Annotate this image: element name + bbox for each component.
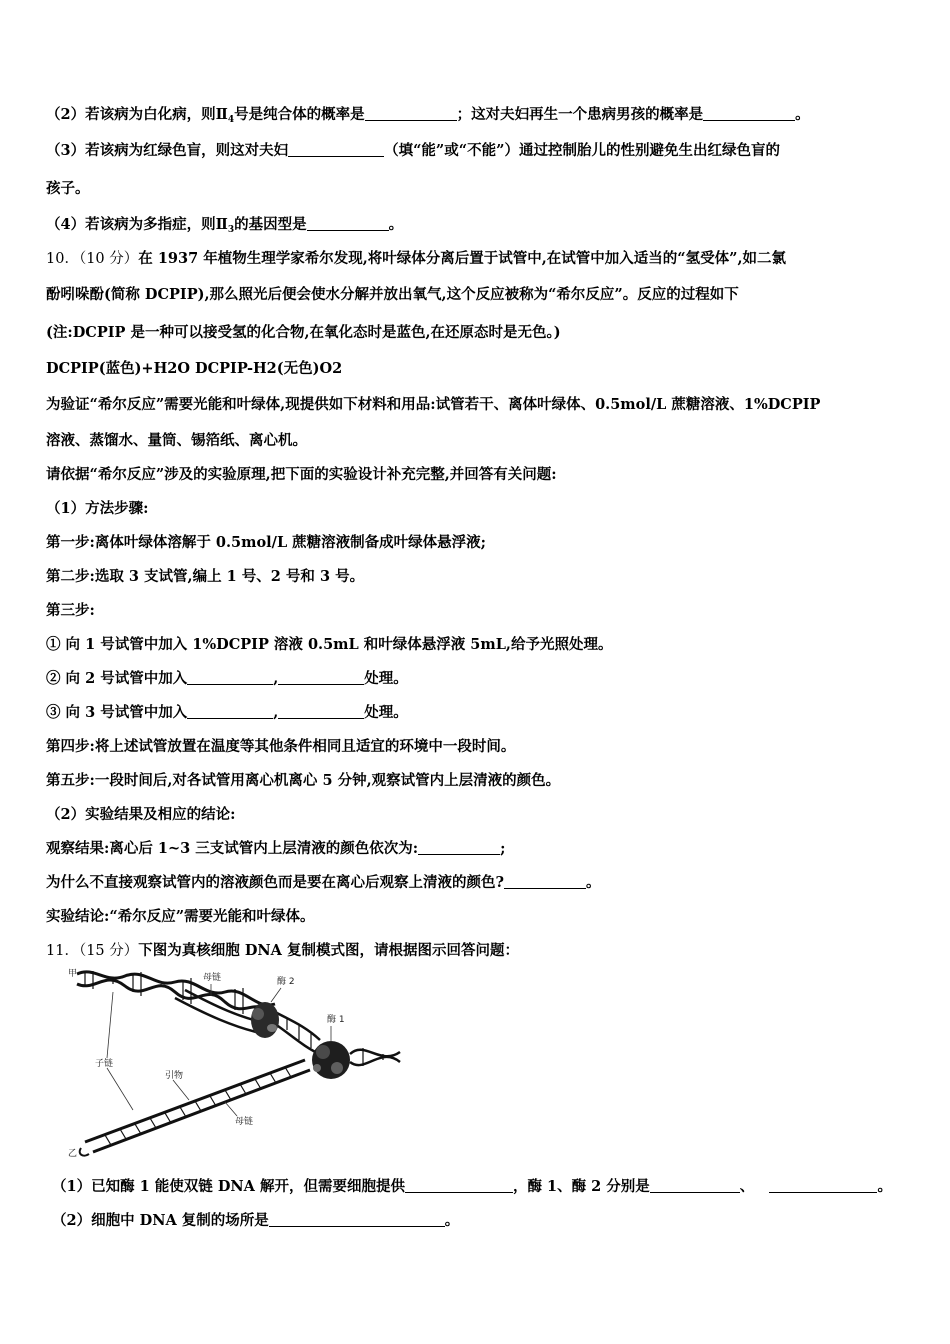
answer-blank[interactable] <box>769 1178 877 1193</box>
q11-sub-1 <box>46 1170 916 1204</box>
q10-line-12 <box>46 628 916 662</box>
q11-sub-end: 。 <box>877 1178 892 1195</box>
answer-blank[interactable] <box>418 840 500 855</box>
answer-blank[interactable] <box>405 1178 513 1193</box>
q9-part3-cont <box>46 170 916 208</box>
answer-blank[interactable] <box>269 1212 445 1227</box>
q11-sub-end: 。 <box>444 1212 460 1229</box>
answer-blank[interactable] <box>504 874 586 889</box>
q10-line-11 <box>46 594 916 628</box>
q10-line-1 <box>46 242 916 276</box>
q10-step: 第四步:将上述试管放置在温度等其他条件相同且适宜的环境中一段时间。 <box>46 738 516 755</box>
q10-text-end: ; <box>500 840 506 857</box>
q10-text: 观察结果:离心后 1~3 三支试管内上层清液的颜色依次为: <box>46 840 419 857</box>
q9-part3-text-c: 孩子。 <box>46 180 90 197</box>
q11-sub-text: （1）已知酶 1 能使双链 DNA 解开，但需要细胞提供 <box>52 1178 405 1195</box>
q9-part4-text: （4）若该病为多指症，则Ⅱ <box>46 216 228 233</box>
q10-line-15 <box>46 730 916 764</box>
q10-text: 溶液、蒸馏水、量筒、锡箔纸、离心机。 <box>46 432 307 449</box>
q11-sub-text: ，酶 1、酶 2 分别是 <box>512 1178 650 1195</box>
q10-step: 第五步:一段时间后,对各试管用离心机离心 5 分钟,观察试管内上层清液的颜色。 <box>46 772 561 789</box>
q9-part2-text: （2）若该病为白化病，则Ⅱ <box>46 106 228 123</box>
helix-middle <box>275 1012 320 1054</box>
label-parent-strand-top: 母链 <box>203 973 222 983</box>
q9-part2 <box>46 98 916 132</box>
label-primer: 引物 <box>165 1071 184 1081</box>
q10-step: ① 向 1 号试管中加入 1%DCPIP 溶液 0.5mL 和叶绿体悬浮液 5mL,给予光照处理。 <box>46 636 613 653</box>
q9-part2-subscript: 4 <box>227 115 235 125</box>
q10-line-18 <box>46 832 916 866</box>
answer-blank[interactable] <box>187 704 273 719</box>
answer-blank[interactable] <box>278 670 364 685</box>
q10-line-20 <box>46 900 916 934</box>
q10-step-end: 处理。 <box>364 704 408 721</box>
q9-part4-end: 。 <box>388 216 404 233</box>
answer-blank[interactable] <box>307 216 389 231</box>
dna-replication-figure <box>65 962 405 1162</box>
q10-step: 第一步:离体叶绿体溶解于 0.5mol/L 蔗糖溶液制备成叶绿体悬浮液; <box>46 534 487 551</box>
parent-helix-upper <box>77 971 275 1016</box>
q9-part4-text-b: 的基因型是 <box>234 216 307 233</box>
q9-part3 <box>46 132 916 170</box>
dna-replication-diagram <box>65 962 405 1162</box>
q10-line-5 <box>46 386 916 424</box>
label-daughter-strand: 子链 <box>95 1059 114 1069</box>
q10-text: 在 1937 年植物生理学家希尔发现,将叶绿体分离后置于试管中,在试管中加入适当的“氢受体”,如二氯 <box>138 250 787 267</box>
label-yi: 乙 <box>68 1149 78 1159</box>
q10-line-19 <box>46 866 916 900</box>
separator: 、 <box>739 1178 755 1195</box>
q10-reaction: DCPIP(蓝色)+H2O DCPIP-H2(无色)O2 <box>46 360 343 377</box>
q10-line-16 <box>46 764 916 798</box>
q11-sub-2 <box>46 1204 916 1238</box>
q10-text: 为验证“希尔反应”需要光能和叶绿体,现提供如下材料和用品:试管若干、离体叶绿体、0.5mol/L 蔗糖溶液、1%DCPIP <box>46 396 821 413</box>
comma: , <box>273 704 279 721</box>
q10-text-end: 。 <box>586 874 601 891</box>
q10-text: 请依据“希尔反应”涉及的实验原理,把下面的实验设计补充完整,并回答有关问题: <box>46 466 557 483</box>
answer-blank[interactable] <box>187 670 273 685</box>
parent-helix-right <box>350 1048 400 1066</box>
q9-part4 <box>46 208 916 242</box>
leader-lines <box>107 984 331 1116</box>
q10-text: 为什么不直接观察试管内的溶液颜色而是要在离心后观察上清液的颜色? <box>46 874 504 891</box>
q11-subquestions <box>46 1170 916 1238</box>
q10-text: （2）实验结果及相应的结论: <box>46 806 236 823</box>
q9-part3-text: （3）若该病为红绿色盲，则这对夫妇 <box>46 142 289 159</box>
document-page <box>46 98 916 968</box>
answer-blank[interactable] <box>703 106 795 121</box>
q10-text: 酚吲哚酚(简称 DCPIP),那么照光后便会使水分解并放出氧气,这个反应被称为“希尔反应”。反应的过程如下 <box>46 286 739 303</box>
q9-part2-text-b: 号是纯合体的概率是 <box>234 106 365 123</box>
q10-line-7 <box>46 458 916 492</box>
label-enzyme-1: 酶 1 <box>327 1015 345 1025</box>
q10-number: 10．（10 分） <box>46 251 139 267</box>
q11-number: 11．（15 分） <box>46 943 139 959</box>
q10-line-14 <box>46 696 916 730</box>
answer-blank[interactable] <box>288 142 384 157</box>
q10-line-2 <box>46 276 916 314</box>
q10-step: 第二步:选取 3 支试管,编上 1 号、2 号和 3 号。 <box>46 568 365 585</box>
answer-blank[interactable] <box>650 1178 740 1193</box>
enzyme-1 <box>312 1041 350 1079</box>
lower-strand-ladder <box>80 1060 310 1156</box>
q10-line-4 <box>46 352 916 386</box>
answer-blank[interactable] <box>365 106 457 121</box>
label-enzyme-2: 酶 2 <box>277 977 295 987</box>
q11-sub-text: （2）细胞中 DNA 复制的场所是 <box>52 1212 269 1229</box>
q9-part3-text-b: （填“能”或“不能”）通过控制胎儿的性别避免生出红绿色盲的 <box>384 142 780 159</box>
q10-line-9 <box>46 526 916 560</box>
q10-step: 第三步: <box>46 602 95 619</box>
q10-line-10 <box>46 560 916 594</box>
q10-line-17 <box>46 798 916 832</box>
q10-line-3 <box>46 314 916 352</box>
label-jia: 甲 <box>68 969 78 979</box>
q10-line-6 <box>46 424 916 458</box>
enzyme-2 <box>251 1002 279 1038</box>
q10-step: ③ 向 3 号试管中加入 <box>46 704 188 721</box>
q11-text: 下图为真核细胞 DNA 复制模式图，请根据图示回答问题： <box>138 942 519 959</box>
q10-line-8 <box>46 492 916 526</box>
q10-step: ② 向 2 号试管中加入 <box>46 670 188 687</box>
q10-step-end: 处理。 <box>364 670 408 687</box>
q9-part2-text-c: ；这对夫妇再生一个患病男孩的概率是 <box>456 106 704 123</box>
q10-text: （1）方法步骤: <box>46 500 149 517</box>
q9-part2-end: 。 <box>795 106 810 123</box>
q10-note: (注:DCPIP 是一种可以接受氢的化合物,在氧化态时是蓝色,在还原态时是无色。) <box>46 324 561 341</box>
q9-part4-subscript: 3 <box>227 225 235 235</box>
q10-line-13 <box>46 662 916 696</box>
label-parent-strand-bottom: 母链 <box>235 1117 254 1127</box>
q10-text: 实验结论:“希尔反应”需要光能和叶绿体。 <box>46 908 315 925</box>
comma: , <box>273 670 279 687</box>
answer-blank[interactable] <box>278 704 364 719</box>
